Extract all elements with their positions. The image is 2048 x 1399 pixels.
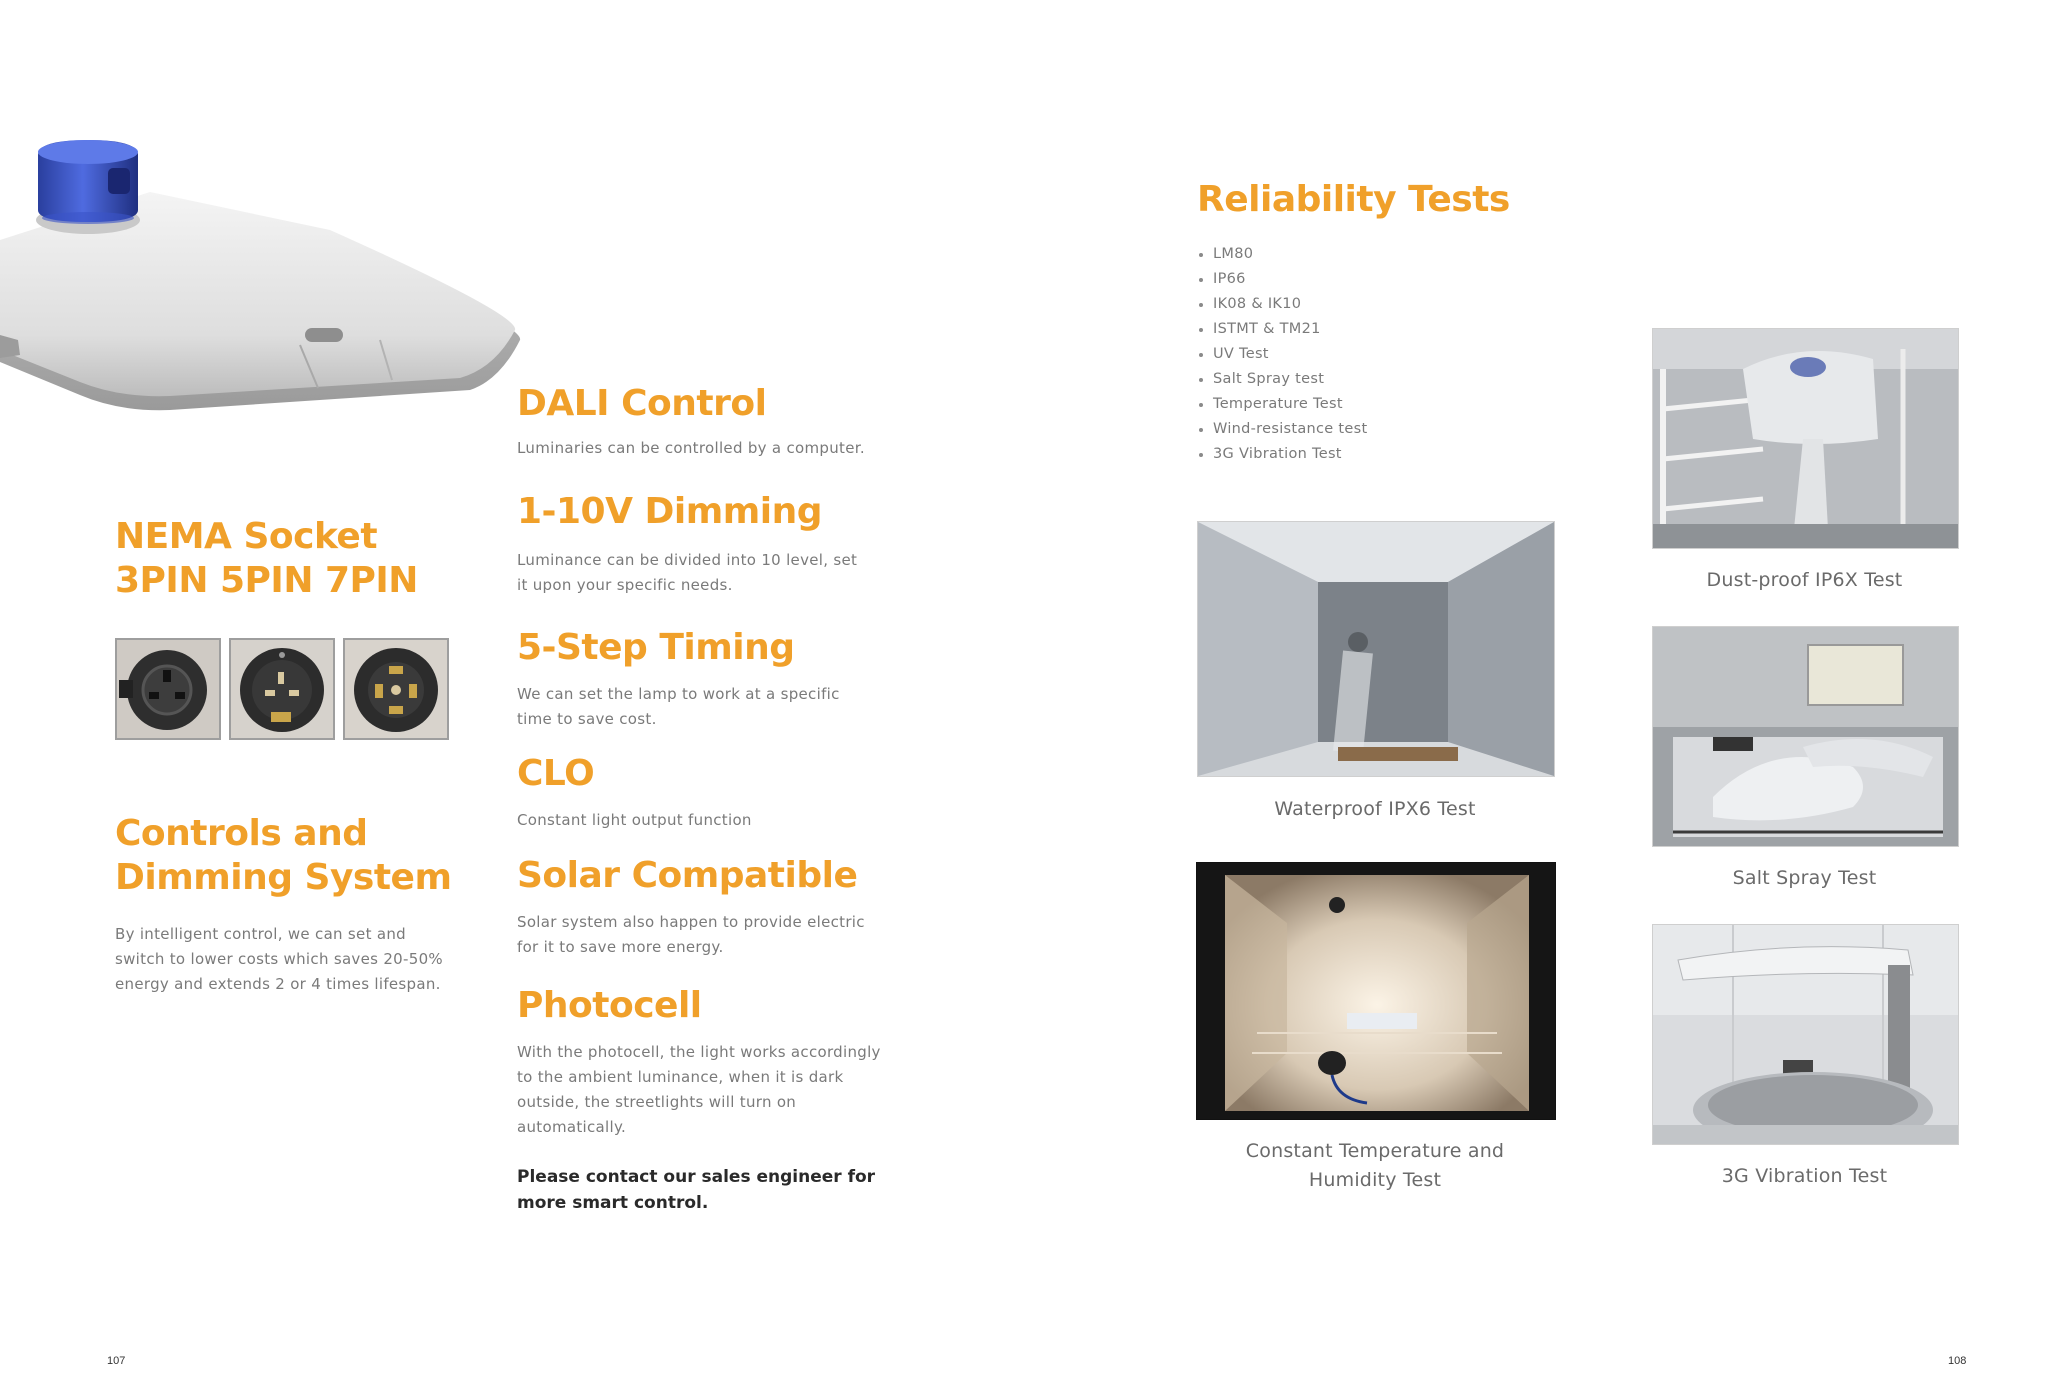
waterproof-test-photo: [1197, 521, 1555, 777]
feature-clo: [517, 752, 877, 833]
dustproof-test-photo: [1652, 328, 1959, 549]
feature-body: Solar system also happen to provide electric for it to save more energy.: [517, 913, 865, 956]
page-number-left: 107: [107, 1355, 126, 1367]
feature-title: Solar Compatible: [517, 855, 858, 896]
feature-solar-compatible: [517, 854, 882, 960]
feature-body: Constant light output function: [517, 811, 752, 829]
controls-heading-line2: Dimming System: [115, 857, 452, 898]
nema-heading-line1: NEMA Socket: [115, 516, 378, 557]
contact-line2: more smart control.: [517, 1193, 709, 1213]
feature-title: DALI Control: [517, 383, 767, 424]
controls-body: By intelligent control, we can set and switch to lower costs which saves 20-50% energy and extends 2 or 4 times lifespan.: [115, 925, 443, 993]
salt-spray-test-caption: Salt Spray Test: [1732, 867, 1877, 889]
reliability-test-list: [1197, 242, 1517, 467]
feature-title: CLO: [517, 753, 595, 794]
nema-socket-heading: [115, 515, 475, 603]
caption-line1: Constant Temperature and: [1245, 1140, 1505, 1162]
feature-1-10v-dimming: [517, 490, 872, 598]
vibration-test-caption: 3G Vibration Test: [1721, 1165, 1888, 1187]
socket-thumb-3pin: [115, 638, 221, 740]
list-item: LM80: [1197, 242, 1517, 267]
luminaire-photo: [0, 130, 540, 420]
socket-thumb-7pin: [343, 638, 449, 740]
feature-body: Luminance can be divided into 10 level, set it upon your specific needs.: [517, 551, 858, 594]
feature-5-step-timing: [517, 626, 877, 732]
list-item: ISTMT & TM21: [1197, 317, 1517, 342]
list-item: 3G Vibration Test: [1197, 442, 1517, 467]
list-item: UV Test: [1197, 342, 1517, 367]
dustproof-test-caption: Dust-proof IP6X Test: [1706, 569, 1903, 591]
feature-body: We can set the lamp to work at a specific time to save cost.: [517, 685, 840, 728]
page-number-right: 108: [1948, 1355, 1967, 1367]
list-item: Wind-resistance test: [1197, 417, 1517, 442]
waterproof-test-caption: Waterproof IPX6 Test: [1274, 798, 1476, 820]
list-item: IP66: [1197, 267, 1517, 292]
feature-dali: [517, 382, 887, 461]
caption-line2: Humidity Test: [1308, 1169, 1442, 1191]
constant-temperature-caption: [1196, 1137, 1554, 1195]
constant-temperature-test-photo: [1196, 862, 1556, 1120]
feature-title: 1-10V Dimming: [517, 491, 822, 532]
feature-title: Photocell: [517, 985, 702, 1026]
reliability-tests-heading: Reliability Tests: [1197, 179, 1510, 220]
feature-title: 5-Step Timing: [517, 627, 795, 668]
contact-note: [517, 1164, 897, 1216]
socket-thumb-5pin: [229, 638, 335, 740]
salt-spray-test-photo: [1652, 626, 1959, 847]
list-item: Salt Spray test: [1197, 367, 1517, 392]
nema-heading-line2: 3PIN 5PIN 7PIN: [115, 560, 418, 601]
contact-line1: Please contact our sales engineer for: [517, 1167, 876, 1187]
list-item: Temperature Test: [1197, 392, 1517, 417]
feature-photocell: [517, 984, 882, 1140]
vibration-test-photo: [1652, 924, 1959, 1145]
feature-body: Luminaries can be controlled by a computer.: [517, 439, 865, 457]
controls-heading: [115, 812, 475, 900]
feature-body: With the photocell, the light works accordingly to the ambient luminance, when it is dark outside, the streetlights will turn on automatically.: [517, 1043, 881, 1136]
list-item: IK08 & IK10: [1197, 292, 1517, 317]
controls-heading-line1: Controls and: [115, 813, 368, 854]
